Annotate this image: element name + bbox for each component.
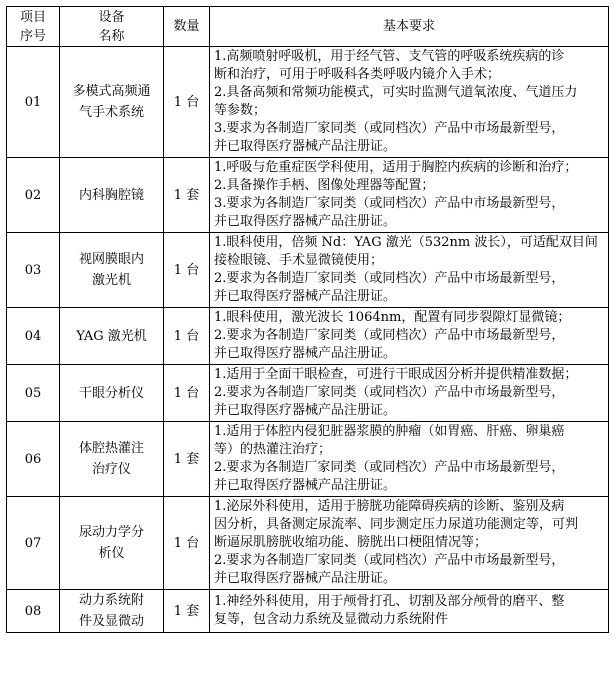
header-row xyxy=(7,7,609,47)
item-number: 05 xyxy=(7,365,60,422)
table-row xyxy=(7,365,609,422)
requirements: 1.眼科使用，激光波长 1064nm，配置有同步裂隙灯显微镜； 2.要求为各制造厂家同类（或同档次）产品中市场最新型号， 并已取得医疗器械产品注册证。 xyxy=(210,308,609,365)
header-item-no: 项目 序号 xyxy=(7,7,60,47)
requirements: 1.眼科使用，倍频 Nd：YAG 激光（532nm 波长），可适配双目间 接检眼镜、手术显微镜使用； 2.要求为各制造厂家同类（或同档次）产品中市场最新型号， 并已取得医疗器械产品注册证。 xyxy=(210,233,609,308)
quantity: 1 套 xyxy=(164,422,210,497)
device-name: 干眼分析仪 xyxy=(60,365,164,422)
table-row xyxy=(7,422,609,497)
table-row xyxy=(7,233,609,308)
item-number: 08 xyxy=(7,590,60,633)
item-number: 06 xyxy=(7,422,60,497)
requirements: 1.神经外科使用，用于颅骨打孔、切割及部分颅骨的磨平、整 复等，包含动力系统及显微动力系统附件 xyxy=(210,590,609,633)
requirements: 1.呼吸与危重症医学科使用，适用于胸腔内疾病的诊断和治疗； 2.具备操作手柄、图像处理器等配置； 3.要求为各制造厂家同类（或同档次）产品中市场最新型号， 并已取得医疗器械产品注册证。 xyxy=(210,158,609,233)
requirements: 1.高频喷射呼吸机，用于经气管、支气管的呼吸系统疾病的诊 断和治疗，可用于呼吸科各类呼吸内镜介入手术； 2.具备高频和常频功能模式，可实时监测气道氧浓度、气道压力 等参数； 3.要求为各制造厂家同类（或同档次）产品中市场最新型号， 并已取得医疗器械产品注册证。 xyxy=(210,47,609,158)
table-row xyxy=(7,590,609,633)
requirements: 1.适用于全面干眼检查，可进行干眼成因分析并提供精准数据； 2.要求为各制造厂家同类（或同档次）产品中市场最新型号， 并已取得医疗器械产品注册证。 xyxy=(210,365,609,422)
quantity: 1 套 xyxy=(164,590,210,633)
equipment-table xyxy=(6,6,609,633)
item-number: 01 xyxy=(7,47,60,158)
quantity: 1 台 xyxy=(164,365,210,422)
device-name: 尿动力学分 析仪 xyxy=(60,497,164,590)
header-quantity: 数量 xyxy=(164,7,210,47)
table-body xyxy=(7,47,609,633)
device-name: 动力系统附 件及显微动 xyxy=(60,590,164,633)
device-name: YAG 激光机 xyxy=(60,308,164,365)
table-row xyxy=(7,47,609,158)
table-row xyxy=(7,308,609,365)
quantity: 1 台 xyxy=(164,497,210,590)
item-number: 03 xyxy=(7,233,60,308)
device-name: 多模式高频通 气手术系统 xyxy=(60,47,164,158)
device-name: 体腔热灌注 治疗仪 xyxy=(60,422,164,497)
quantity: 1 套 xyxy=(164,158,210,233)
item-number: 04 xyxy=(7,308,60,365)
table-row xyxy=(7,497,609,590)
item-number: 02 xyxy=(7,158,60,233)
quantity: 1 台 xyxy=(164,233,210,308)
header-device-name: 设备 名称 xyxy=(60,7,164,47)
requirements: 1.泌尿外科使用，适用于膀胱功能障碍疾病的诊断、鉴别及病 因分析，具备测定尿流率、同步测定压力尿道功能测定等，可判 断逼尿肌膀胱收缩功能、膀胱出口梗阻情况等； 2.要求为各制造厂家同类（或同档次）产品中市场最新型号， 并已取得医疗器械产品注册证。 xyxy=(210,497,609,590)
requirements: 1.适用于体腔内侵犯脏器浆膜的肿瘤（如胃癌、肝癌、卵巢癌 等）的热灌注治疗； 2.要求为各制造厂家同类（或同档次）产品中市场最新型号， 并已取得医疗器械产品注册证。 xyxy=(210,422,609,497)
quantity: 1 台 xyxy=(164,47,210,158)
header-requirements: 基本要求 xyxy=(210,7,609,47)
quantity: 1 台 xyxy=(164,308,210,365)
table-row xyxy=(7,158,609,233)
device-name: 内科胸腔镜 xyxy=(60,158,164,233)
device-name: 视网膜眼内 激光机 xyxy=(60,233,164,308)
item-number: 07 xyxy=(7,497,60,590)
